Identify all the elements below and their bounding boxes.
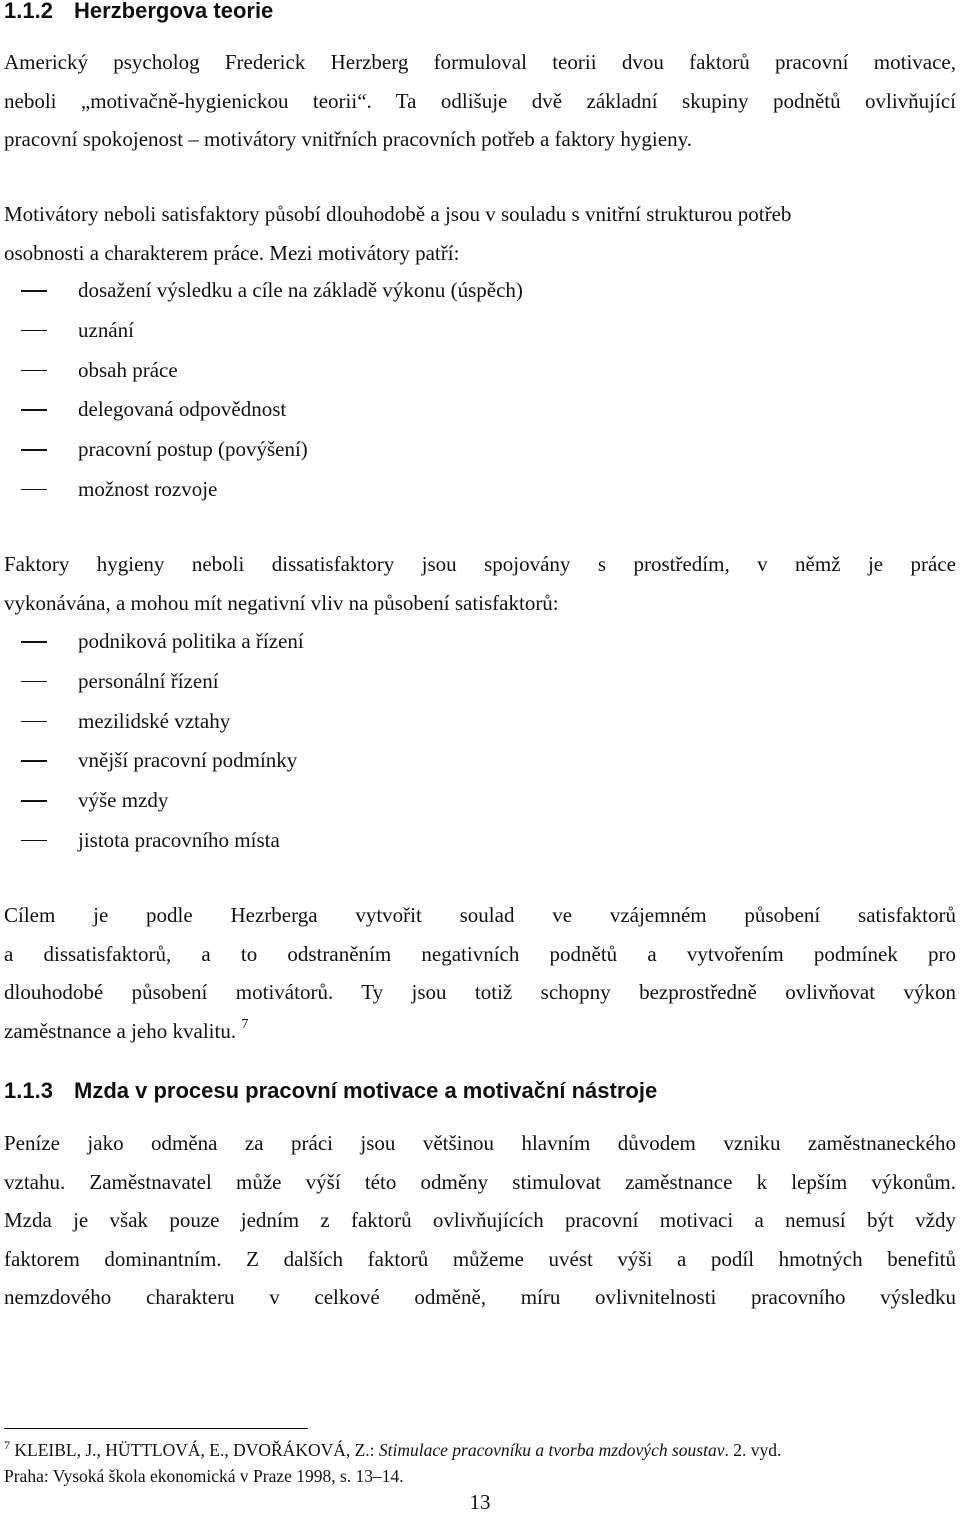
list-item-text: dosažení výsledku a cíle na základě výkonu (úspěch) bbox=[78, 278, 523, 302]
section-title: Herzbergova teorie bbox=[74, 0, 274, 23]
text-line: Cílem je podle Hezrberga vytvořit soulad ve vzájemném působení satisfaktorů bbox=[4, 903, 956, 927]
footnote-reference[interactable]: 7 bbox=[241, 1016, 249, 1032]
hygiene-factors-list bbox=[0, 622, 960, 861]
text-line: Motivátory neboli satisfaktory působí dlouhodobě a jsou v souladu s vnitřní strukturou potřeb bbox=[4, 202, 792, 226]
list-item-text: uznání bbox=[78, 317, 134, 342]
text-line bbox=[4, 1012, 956, 1051]
text-line-content: zaměstnance a jeho kvalitu. bbox=[4, 1018, 237, 1043]
list-item-text: obsah práce bbox=[78, 357, 178, 382]
paragraph-hygiene-factors bbox=[4, 545, 956, 622]
list-item bbox=[0, 781, 960, 821]
list-item-text: delegovaná odpovědnost bbox=[78, 397, 287, 422]
dash-bullet bbox=[21, 681, 47, 683]
dash-bullet bbox=[21, 370, 47, 372]
text-line: Peníze jako odměna za práci jsou většinou hlavním důvodem vzniku zaměstnaneckého bbox=[4, 1131, 956, 1155]
text-line: osobnosti a charakterem práce. Mezi motivátory patří: bbox=[4, 240, 460, 265]
paragraph-wage-motivation bbox=[4, 1124, 956, 1317]
list-item-text: pracovní postup (povýšení) bbox=[78, 437, 308, 462]
list-item bbox=[0, 662, 960, 702]
list-item-text: vnější pracovní podmínky bbox=[78, 748, 298, 773]
page-number: 13 bbox=[469, 1490, 491, 1514]
list-item bbox=[0, 311, 960, 351]
footnote-title: Stimulace pracovníku a tvorba mzdových soustav bbox=[378, 1440, 725, 1460]
list-item bbox=[0, 741, 960, 781]
list-item-text: výše mzdy bbox=[78, 788, 169, 813]
dash-bullet bbox=[21, 290, 47, 292]
list-item-text: možnost rozvoje bbox=[78, 476, 218, 501]
list-item bbox=[0, 351, 960, 391]
dash-bullet bbox=[21, 800, 47, 802]
text-line: dlouhodobé působení motivátorů. Ty jsou totiž schopny bezprostředně ovlivňovat výkon bbox=[4, 980, 956, 1004]
footnote-authors: KLEIBL, J., HÜTTLOVÁ, E., DVOŘÁKOVÁ, Z.: bbox=[14, 1440, 379, 1460]
list-item bbox=[0, 702, 960, 742]
text-line: Americký psycholog Frederick Herzberg formuloval teorii dvou faktorů pracovní motivace, bbox=[4, 50, 956, 74]
paragraph-herzberg-intro bbox=[4, 43, 956, 159]
dash-bullet bbox=[21, 840, 47, 842]
list-item bbox=[0, 430, 960, 470]
text-line: faktorem dominantním. Z dalších faktorů můžeme uvést výši a podíl hmotných benefitů bbox=[4, 1246, 956, 1271]
text-line: vztahu. Zaměstnavatel může výší této odměny stimulovat zaměstnance k lepším výkonům. bbox=[4, 1169, 956, 1194]
section-heading-1-1-2 bbox=[4, 0, 273, 24]
motivators-list bbox=[0, 271, 960, 510]
paragraph-herzberg-goal bbox=[4, 896, 956, 1050]
list-item-text: podniková politika a řízení bbox=[78, 629, 304, 653]
dash-bullet bbox=[21, 449, 47, 451]
list-item bbox=[0, 821, 960, 861]
dash-bullet bbox=[21, 409, 47, 411]
dash-bullet bbox=[21, 760, 47, 762]
footnote bbox=[4, 1437, 960, 1489]
footnote-marker: 7 bbox=[4, 1438, 10, 1452]
text-line: Mzda je však pouze jedním z faktorů ovlivňujících pracovní motivaci a nemusí být vždy bbox=[4, 1208, 956, 1232]
section-title: Mzda v procesu pracovní motivace a motivační nástroje bbox=[74, 1078, 658, 1103]
text-line: Faktory hygieny neboli dissatisfaktory jsou spojovány s prostředím, v němž je práce bbox=[4, 552, 956, 576]
dash-bullet bbox=[21, 721, 47, 723]
section-number: 1.1.3 bbox=[4, 1078, 53, 1103]
list-item bbox=[0, 271, 960, 311]
text-line: pracovní spokojenost – motivátory vnitřních pracovních potřeb a faktory hygieny. bbox=[4, 127, 692, 151]
section-number: 1.1.2 bbox=[4, 0, 53, 23]
footnote-separator bbox=[4, 1428, 308, 1429]
dash-bullet bbox=[21, 641, 47, 643]
list-item bbox=[0, 470, 960, 510]
footnote-line-2: Praha: Vysoká škola ekonomická v Praze 1998, s. 13–14. bbox=[4, 1466, 404, 1486]
footnote-line-1 bbox=[4, 1437, 960, 1463]
list-item-text: jistota pracovního místa bbox=[78, 827, 280, 852]
list-item-text: personální řízení bbox=[78, 668, 219, 693]
footnote-edition: . 2. vyd. bbox=[724, 1440, 782, 1460]
list-item-text: mezilidské vztahy bbox=[78, 708, 231, 733]
text-line: vykonávána, a mohou mít negativní vliv na působení satisfaktorů: bbox=[4, 590, 559, 615]
text-line: a dissatisfaktorů, a to odstraněním negativních podnětů a vytvořením podmínek pro bbox=[4, 941, 956, 966]
text-line: nemzdového charakteru v celkové odměně, míru ovlivnitelnosti pracovního výsledku bbox=[4, 1285, 956, 1309]
text-line: neboli „motivačně-hygienickou teorii“. Ta odlišuje dvě základní skupiny podnětů ovlivňující bbox=[4, 88, 956, 113]
dash-bullet bbox=[21, 489, 47, 491]
section-heading-1-1-3 bbox=[4, 1078, 657, 1104]
dash-bullet bbox=[21, 330, 47, 332]
list-item bbox=[0, 390, 960, 430]
paragraph-motivators bbox=[4, 195, 956, 272]
list-item bbox=[0, 622, 960, 662]
